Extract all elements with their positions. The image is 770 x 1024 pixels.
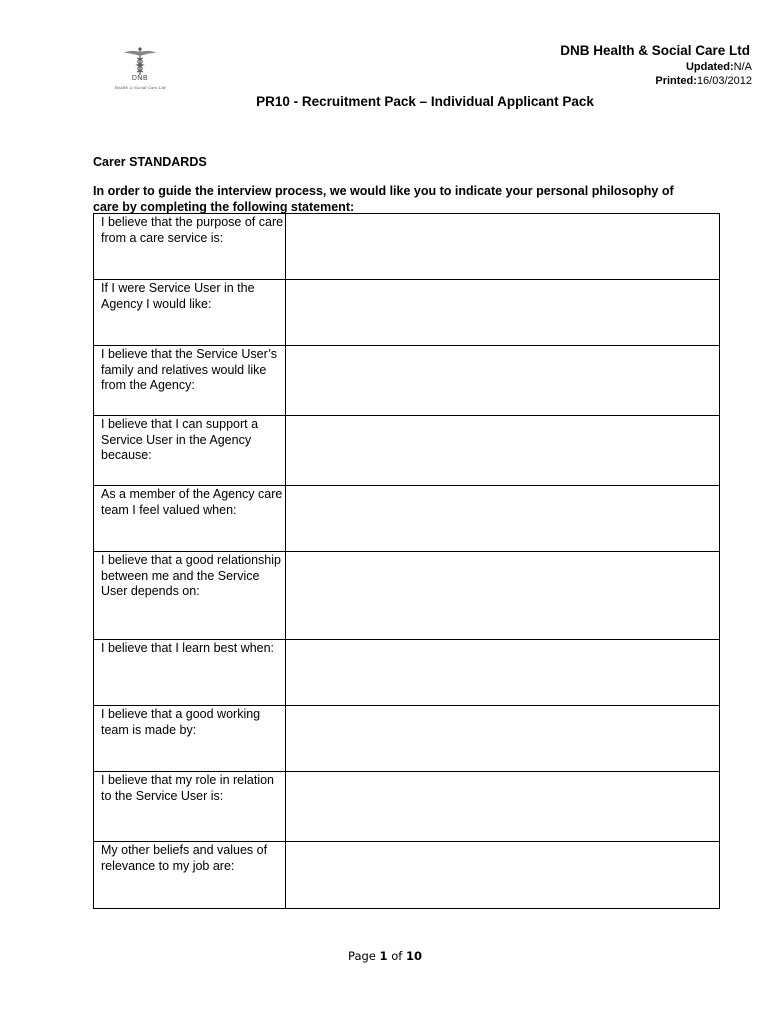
form-row [94, 842, 720, 909]
updated-line [686, 61, 752, 73]
printed-label: Printed: [655, 75, 697, 87]
logo-tagline: Health & Social Care Ltd [114, 85, 166, 90]
answer-field[interactable] [286, 280, 720, 346]
statement-prompt: I believe that I can support a Service User in the Agency because: [94, 416, 286, 486]
answer-field[interactable] [286, 706, 720, 772]
instructions: In order to guide the interview process, we would like you to indicate your personal philosophy of care by completing the following statement: [93, 184, 674, 214]
answer-field[interactable] [286, 772, 720, 842]
statement-prompt: I believe that the purpose of care from a care service is: [94, 214, 286, 280]
current-page: 1 [379, 949, 388, 963]
page-word: Page [348, 949, 376, 963]
company-name: DNB Health & Social Care Ltd [560, 43, 750, 58]
total-pages: 10 [405, 949, 422, 963]
caduceus-icon [123, 46, 157, 76]
updated-value: N/A [733, 61, 752, 73]
philosophy-form-table [93, 213, 720, 909]
printed-line [655, 75, 752, 87]
statement-prompt: I believe that a good relationship between me and the Service User depends on: [94, 552, 286, 640]
statement-prompt: My other beliefs and values of relevance to my job are: [94, 842, 286, 909]
form-row [94, 486, 720, 552]
statement-prompt: As a member of the Agency care team I feel valued when: [94, 486, 286, 552]
answer-field[interactable] [286, 842, 720, 909]
answer-field[interactable] [286, 552, 720, 640]
page-number [0, 949, 770, 963]
statement-prompt: I believe that a good working team is made by: [94, 706, 286, 772]
of-word: of [391, 949, 403, 963]
section-heading: Carer STANDARDS [93, 155, 207, 169]
answer-field[interactable] [286, 640, 720, 706]
printed-value: 16/03/2012 [696, 75, 752, 87]
company-logo [100, 46, 180, 94]
statement-prompt: I believe that I learn best when: [94, 640, 286, 706]
answer-field[interactable] [286, 214, 720, 280]
form-row [94, 416, 720, 486]
document-title: PR10 - Recruitment Pack – Individual Applicant Pack [256, 94, 594, 109]
form-row [94, 552, 720, 640]
statement-prompt: I believe that the Service User’s family and relatives would like from the Agency: [94, 346, 286, 416]
updated-label: Updated: [685, 61, 734, 73]
answer-field[interactable] [286, 486, 720, 552]
form-row [94, 706, 720, 772]
answer-field[interactable] [286, 416, 720, 486]
statement-prompt: I believe that my role in relation to the Service User is: [94, 772, 286, 842]
form-row [94, 772, 720, 842]
form-row [94, 214, 720, 280]
form-row [94, 280, 720, 346]
answer-field[interactable] [286, 346, 720, 416]
logo-abbreviation: DNB [131, 75, 149, 82]
statement-prompt: If I were Service User in the Agency I would like: [94, 280, 286, 346]
form-row [94, 346, 720, 416]
form-row [94, 640, 720, 706]
